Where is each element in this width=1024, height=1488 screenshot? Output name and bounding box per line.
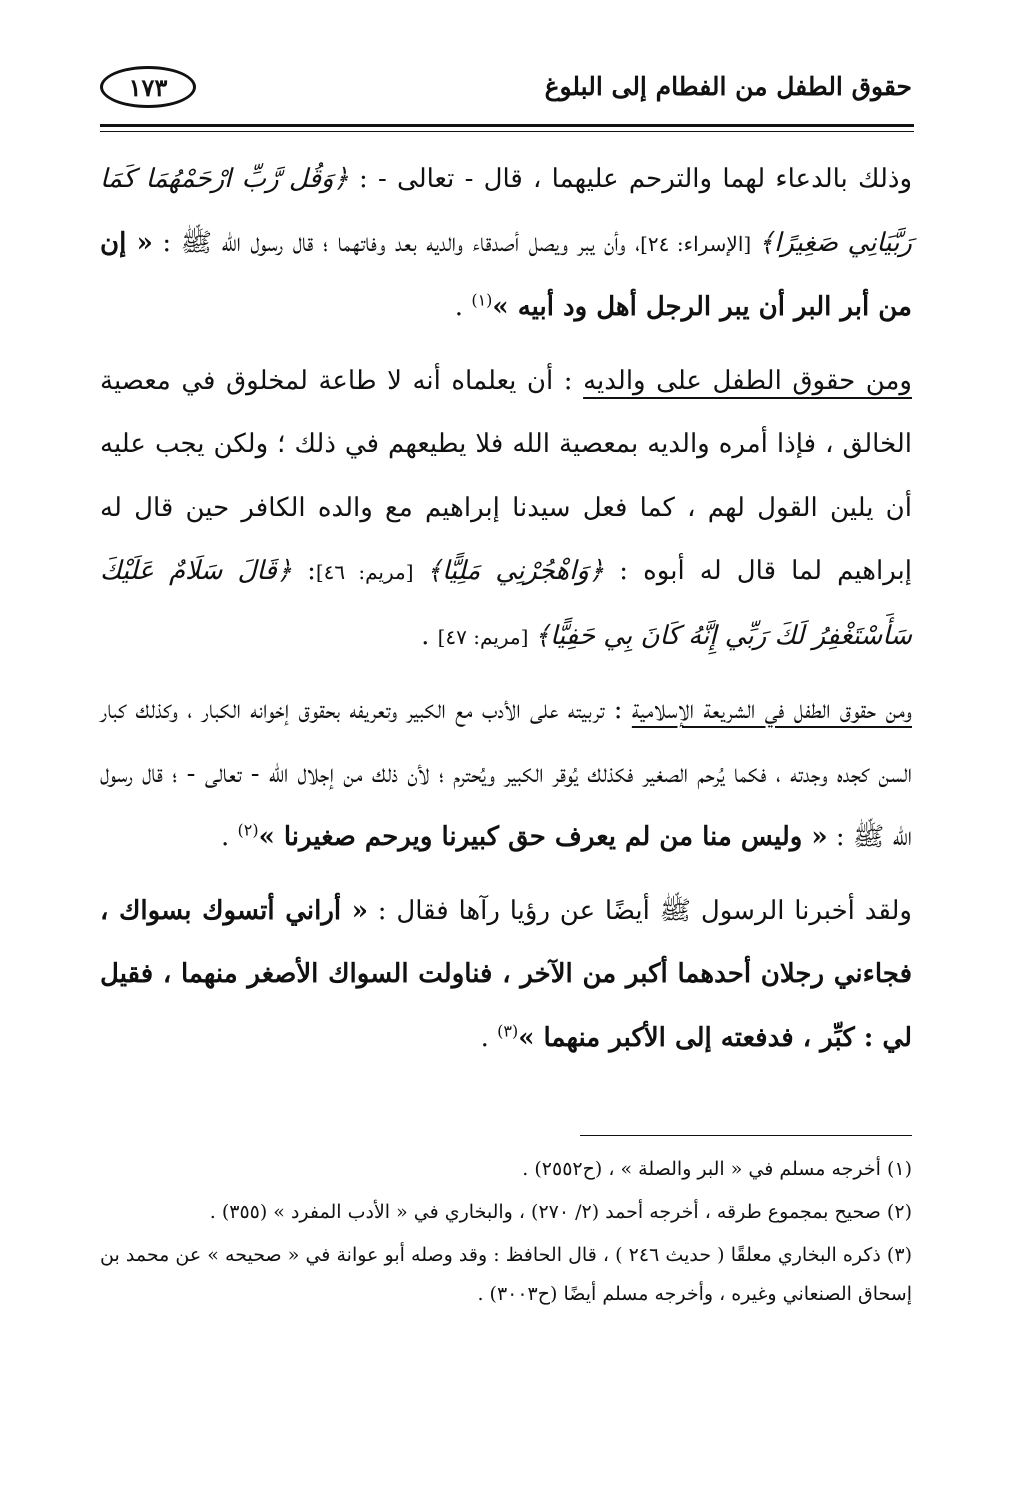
text: وذلك بالدعاء لهما والترحم عليهما ، قال - تعالى - : bbox=[348, 164, 912, 194]
text: : bbox=[291, 556, 316, 586]
paragraph-1 bbox=[100, 148, 912, 340]
text: ، وأن يبر ويصل أصدقاء والديه بعد وفاتهما ؛ قال رسول الله ﷺ : bbox=[152, 227, 641, 258]
paragraph-3 bbox=[100, 679, 912, 870]
text: . bbox=[480, 1022, 498, 1053]
page-number-badge: ١٧٣ bbox=[100, 66, 196, 108]
verse-reference: [الإسراء: ٢٤] bbox=[640, 231, 759, 256]
running-title: حقوق الطفل من الفطام إلى البلوغ bbox=[544, 72, 912, 101]
main-text bbox=[100, 148, 912, 1070]
section-lead: ومن حقوق الطفل في الشريعة الإسلامية bbox=[631, 695, 912, 725]
page-header bbox=[100, 66, 912, 120]
footnote-1: (١) أخرجه مسلم في « البر والصلة » ، (ح٢٥٥٢) . bbox=[522, 1158, 912, 1180]
paragraph-2 bbox=[100, 350, 912, 670]
text: : تربيته على الأدب مع الكبير وتعريفه بحقوق إخوانه الكبار ، وكذلك كبار السن كجده وجدته ، فكما يُرحم الصغير فكذلك يُوقر الكبير ويُحترم ؛ لأن ذلك من إجلال الله - تعالى - ؛ قال رسول الله ﷺ : bbox=[100, 695, 912, 852]
quran-verse: ﴿وَاهْجُرْنِي مَلِيًّا﴾ bbox=[426, 556, 605, 586]
text: . bbox=[220, 822, 238, 852]
section-lead: ومن حقوق الطفل على والديه bbox=[583, 365, 912, 396]
footnotes bbox=[100, 1150, 912, 1318]
text: . bbox=[454, 292, 472, 322]
footnote-marker: (١) bbox=[471, 290, 493, 310]
paragraph-4 bbox=[100, 880, 912, 1071]
footnote-separator bbox=[580, 1135, 912, 1136]
text: : أن يعلماه أنه لا طاعة لمخلوق في معصية الخالق ، فإذا أمره والديه بمعصية الله فلا يطيعهم في ذلك ؛ ولكن يجب عليه أن يلين القول لهم ، كما فعل سيدنا إبراهيم مع والده الكافر حين قال له إبراهيم لما قال له أبوه : bbox=[100, 365, 913, 586]
verse-reference: [مريم: ٤٦] bbox=[315, 560, 427, 584]
footnote-3: (٣) ذكره البخاري معلقًا ( حديث ٢٤٦ ) ، قال الحافظ : وقد وصله أبو عوانة في « صحيحه » عن محمد بن إسحاق الصنعاني وغيره ، وأخرجه مسلم أيضًا (ح٣٠٠٣) . bbox=[100, 1244, 912, 1305]
hadith-quote: « وليس منا من لم يعرف حق كبيرنا ويرحم صغيرنا » bbox=[258, 822, 828, 852]
hadith-quote: « أراني أتسوك بسواك ، فجاءني رجلان أحدهما أكبر من الآخر ، فناولت السواك الأصغر منهما ، فقيل لي : كبِّر ، فدفعته إلى الأكبر منهما » bbox=[100, 895, 912, 1053]
header-rule-thin bbox=[100, 131, 914, 132]
footnote-marker: (٢) bbox=[237, 820, 259, 840]
quran-verse: ﴿قَالَ سَلَامٌ عَلَيْكَ سَأَسْتَغْفِرُ لَكَ رَبِّي إِنَّهُ كَانَ بِي حَفِيًّا﴾ bbox=[100, 556, 912, 651]
text: . bbox=[421, 620, 438, 651]
text: ولقد أخبرنا الرسول ﷺ أيضًا عن رؤيا رآها فقال : bbox=[367, 895, 912, 926]
footnote-marker: (٣) bbox=[497, 1020, 519, 1040]
header-rule-thick bbox=[100, 124, 914, 127]
verse-reference: [مريم: ٤٧] bbox=[437, 624, 535, 649]
footnote-2: (٢) صحيح بمجموع طرقه ، أخرجه أحمد (٢/ ٢٧٠) ، والبخاري في « الأدب المفرد » (٣٥٥) . bbox=[209, 1201, 912, 1223]
hadith-quote: « إن من أبر البر أن يبر الرجل أهل ود أبيه » bbox=[100, 227, 912, 322]
quran-verse: ﴿وَقُل رَّبِّ ارْحَمْهُمَا كَمَا رَبَّيَانِي صَغِيرًا﴾ bbox=[100, 164, 912, 258]
